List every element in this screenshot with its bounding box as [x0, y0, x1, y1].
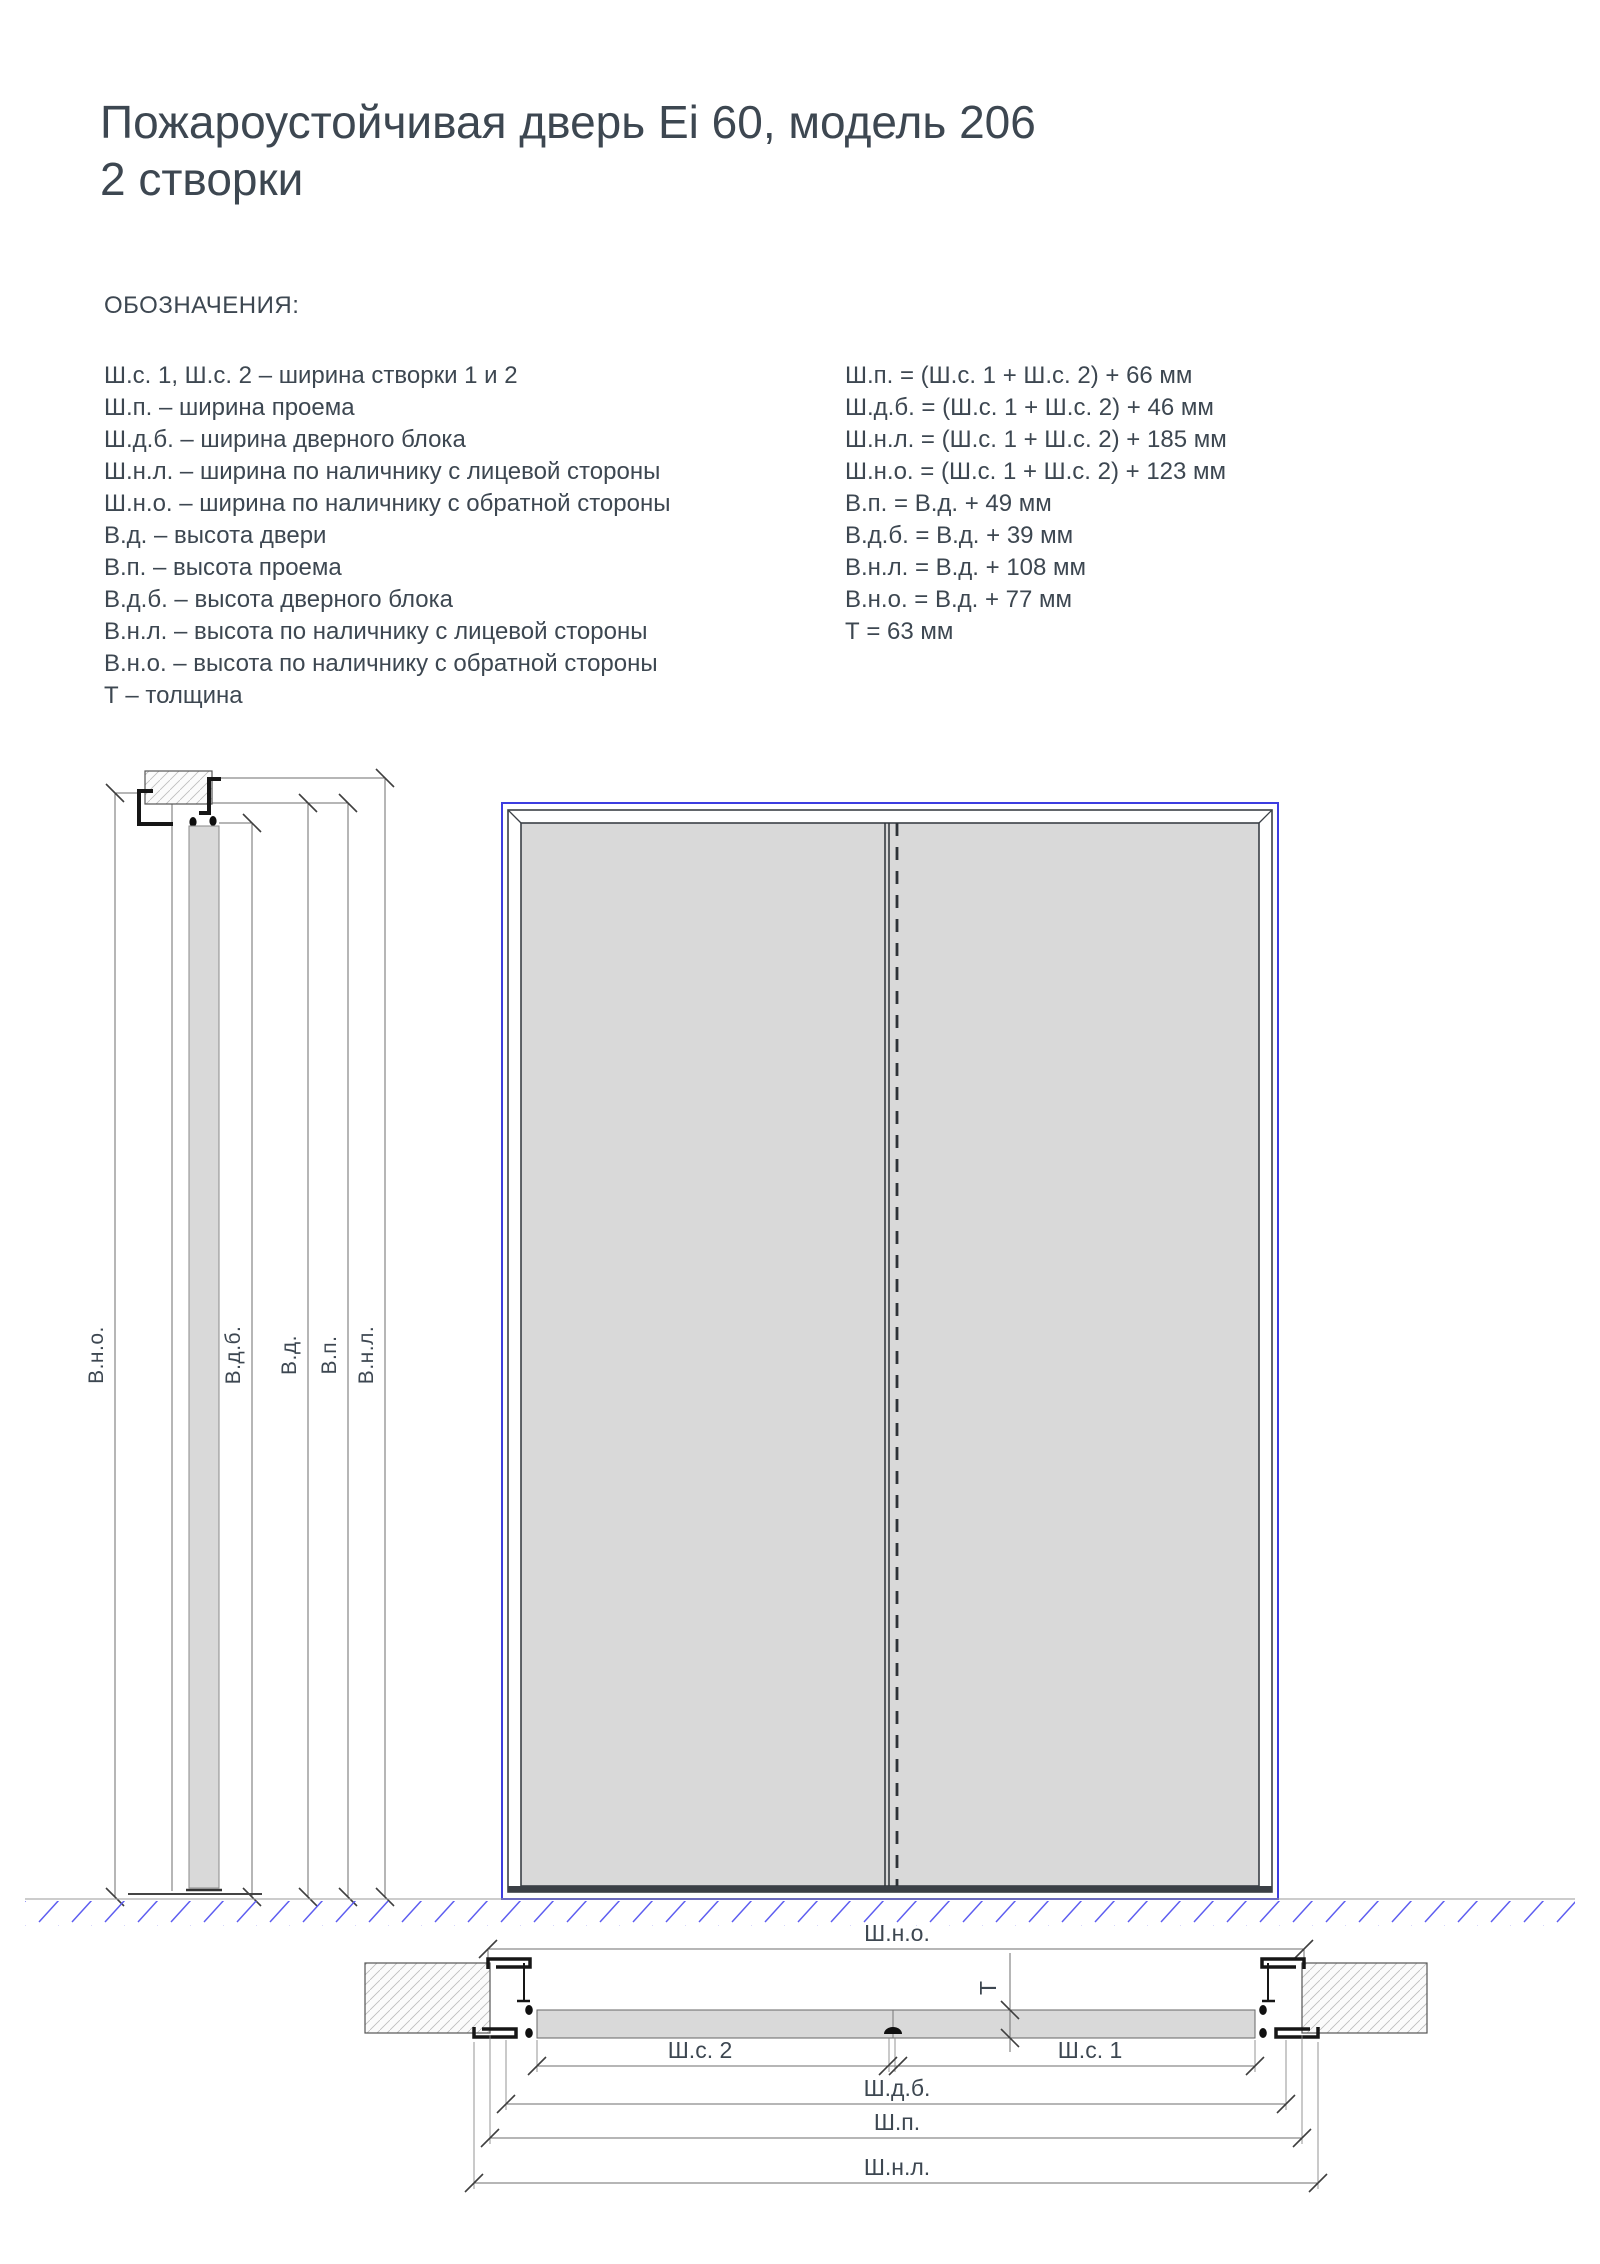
legend-definition: Ш.н.о. – ширина по наличнику с обратной стороны: [104, 490, 671, 517]
lintel-wall-hatch: [145, 771, 212, 804]
legend-heading: ОБОЗНАЧЕНИЯ:: [104, 292, 300, 319]
legend-definition: В.д. – высота двери: [104, 522, 327, 549]
seal-dot: [525, 2005, 533, 2015]
legend-definition: Ш.д.б. – ширина дверного блока: [104, 426, 466, 453]
label-shno: Ш.н.о.: [864, 1920, 930, 1946]
label-vdb: В.д.б.: [222, 1325, 245, 1385]
legend-formula: Ш.н.о. = (Ш.с. 1 + Ш.с. 2) + 123 мм: [845, 458, 1227, 485]
label-shnl: Ш.н.л.: [863, 2154, 931, 2180]
legend-definition: Ш.п. – ширина проема: [104, 394, 355, 421]
door-leaf-edge-section: [189, 826, 219, 1888]
wall-section-left: [365, 1963, 490, 2033]
page-title-line-1: Пожароустойчивая дверь Ei 60, модель 206: [100, 96, 1036, 148]
legend-definition: В.н.о. – высота по наличнику с обратной стороны: [104, 650, 658, 677]
legend-formula: В.н.о. = В.д. + 77 мм: [845, 586, 1073, 613]
label-shs1: Ш.с. 1: [1057, 2037, 1123, 2063]
seal-dot: [209, 816, 216, 826]
label-shs2: Ш.с. 2: [667, 2037, 733, 2063]
ground-hatch: [25, 1901, 1575, 1926]
label-shp: Ш.п.: [873, 2109, 921, 2135]
seal-dot: [1259, 2028, 1267, 2038]
legend-formula: В.д.б. = В.д. + 39 мм: [845, 522, 1074, 549]
legend-formula: В.п. = В.д. + 49 мм: [845, 490, 1052, 517]
vertical-section: [85, 769, 394, 1906]
legend-definition: Т – толщина: [104, 682, 243, 709]
threshold-line: [508, 1886, 1272, 1892]
legend-definition: Ш.н.л. – ширина по наличнику с лицевой стороны: [104, 458, 661, 485]
legend-formula: Т = 63 мм: [845, 618, 954, 645]
seal-dot: [525, 2028, 533, 2038]
plan-section: [365, 1920, 1427, 2192]
legend-formula: В.н.л. = В.д. + 108 мм: [845, 554, 1087, 581]
legend-definition: В.п. – высота проема: [104, 554, 342, 581]
legend-definition: В.д.б. – высота дверного блока: [104, 586, 453, 613]
label-vnl: В.н.л.: [355, 1325, 378, 1385]
front-view: [502, 803, 1278, 1899]
label-vd: В.д.: [278, 1335, 301, 1375]
wall-section-right: [1302, 1963, 1427, 2033]
seal-dot: [1259, 2005, 1267, 2015]
label-shdb: Ш.д.б.: [863, 2075, 931, 2101]
label-vp: В.п.: [318, 1335, 341, 1375]
legend-definition: Ш.с. 1, Ш.с. 2 – ширина створки 1 и 2: [104, 362, 518, 389]
legend-formula: Ш.п. = (Ш.с. 1 + Ш.с. 2) + 66 мм: [845, 362, 1193, 389]
label-t: Т: [975, 1980, 1001, 1996]
label-vno: В.н.о.: [85, 1326, 108, 1384]
legend-definition: В.н.л. – высота по наличнику с лицевой стороны: [104, 618, 648, 645]
page-title-line-2: 2 створки: [100, 152, 304, 205]
ground: [25, 1899, 1575, 1926]
legend-formula: Ш.н.л. = (Ш.с. 1 + Ш.с. 2) + 185 мм: [845, 426, 1227, 453]
door-leaves-front: [521, 823, 1259, 1886]
legend-formula: Ш.д.б. = (Ш.с. 1 + Ш.с. 2) + 46 мм: [845, 394, 1214, 421]
